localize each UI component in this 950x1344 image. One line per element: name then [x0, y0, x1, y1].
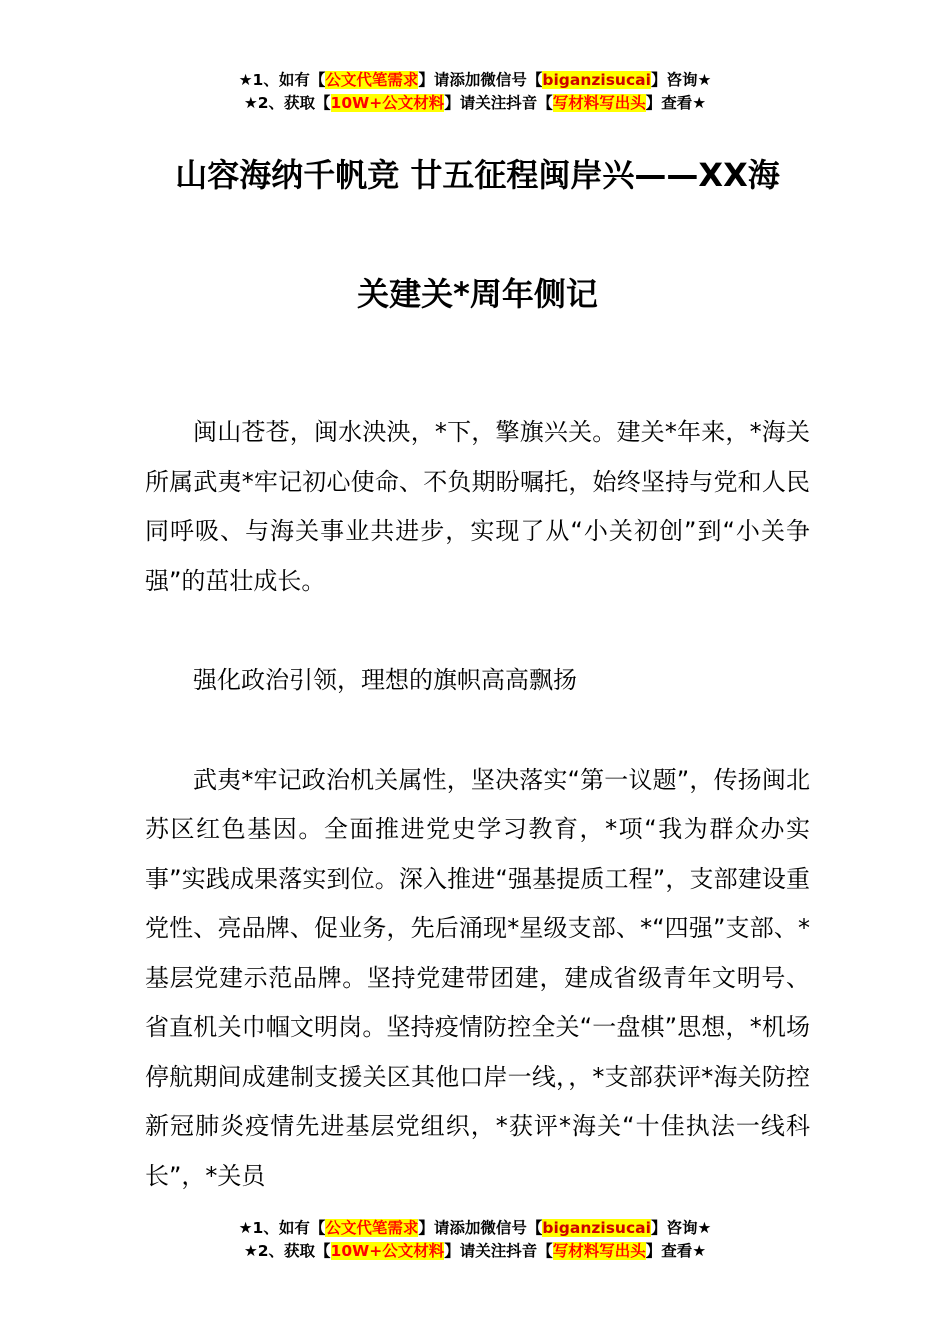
- promo-text: ★2、获取【: [243, 94, 331, 112]
- promo-text: 】咨询★: [650, 71, 712, 89]
- promo-line-2: [0, 1240, 950, 1263]
- promo-text: 】咨询★: [650, 1219, 712, 1237]
- wechat-id-highlight: biganzisucai: [542, 1219, 651, 1237]
- promo-text: 】查看★: [645, 94, 707, 112]
- promo-text: ★1、如有【: [238, 71, 326, 89]
- promo-text: ★2、获取【: [243, 1242, 331, 1260]
- douyin-highlight: 写材料写出头: [552, 1242, 646, 1260]
- promo-banner-top: [0, 69, 950, 115]
- promo-line-1: [0, 69, 950, 92]
- promo-highlight: 10W+公文材料: [330, 1242, 445, 1260]
- wechat-id-highlight: biganzisucai: [542, 71, 651, 89]
- promo-line-1: [0, 1217, 950, 1240]
- promo-text: 】请关注抖音【: [444, 1242, 553, 1260]
- paragraph-intro: 闽山苍苍，闽水泱泱，*下，擎旗兴关。建关*年来，*海关所属武夷*牢记初心使命、不负期盼嘱托，始终坚持与党和人民同呼吸、与海关事业共进步，实现了从“小关初创”到“小关争强”的茁壮成长。: [145, 418, 810, 595]
- promo-highlight: 公文代笔需求: [325, 1219, 419, 1237]
- document-title-line-2: 关建关*周年侧记: [357, 275, 598, 313]
- promo-text: 】请关注抖音【: [444, 94, 553, 112]
- paragraph-body: 武夷*牢记政治机关属性，坚决落实“第一议题”，传扬闽北苏区红色基因。全面推进党史学习教育，*项“我为群众办实事”实践成果落实到位。深入推进“强基提质工程”，支部建设重党性、亮品牌、促业务，先后涌现*星级支部、*“四强”支部、*基层党建示范品牌。坚持党建带团建，建成省级青年文明号、省直机关巾帼文明岗。坚持疫情防控全关“一盘棋”思想，*机场停航期间成建制支援关区其他口岸一线，，*支部获评*海关防控新冠肺炎疫情先进基层党组织，*获评*海关“十佳执法一线科长”，*关员: [145, 765, 810, 1190]
- promo-line-2: [0, 92, 950, 115]
- promo-text: 】查看★: [645, 1242, 707, 1260]
- promo-highlight: 10W+公文材料: [330, 94, 445, 112]
- promo-text: 】请添加微信号【: [418, 71, 543, 89]
- promo-text: ★1、如有【: [238, 1219, 326, 1237]
- section-heading: 强化政治引领，理想的旗帜高高飘扬: [193, 666, 577, 694]
- promo-text: 】请添加微信号【: [418, 1219, 543, 1237]
- document-title-line-1: 山容海纳千帆竞 廿五征程闽岸兴——XX海: [175, 156, 780, 194]
- promo-highlight: 公文代笔需求: [325, 71, 419, 89]
- douyin-highlight: 写材料写出头: [552, 94, 646, 112]
- promo-banner-bottom: [0, 1217, 950, 1263]
- document-body: [145, 408, 810, 1201]
